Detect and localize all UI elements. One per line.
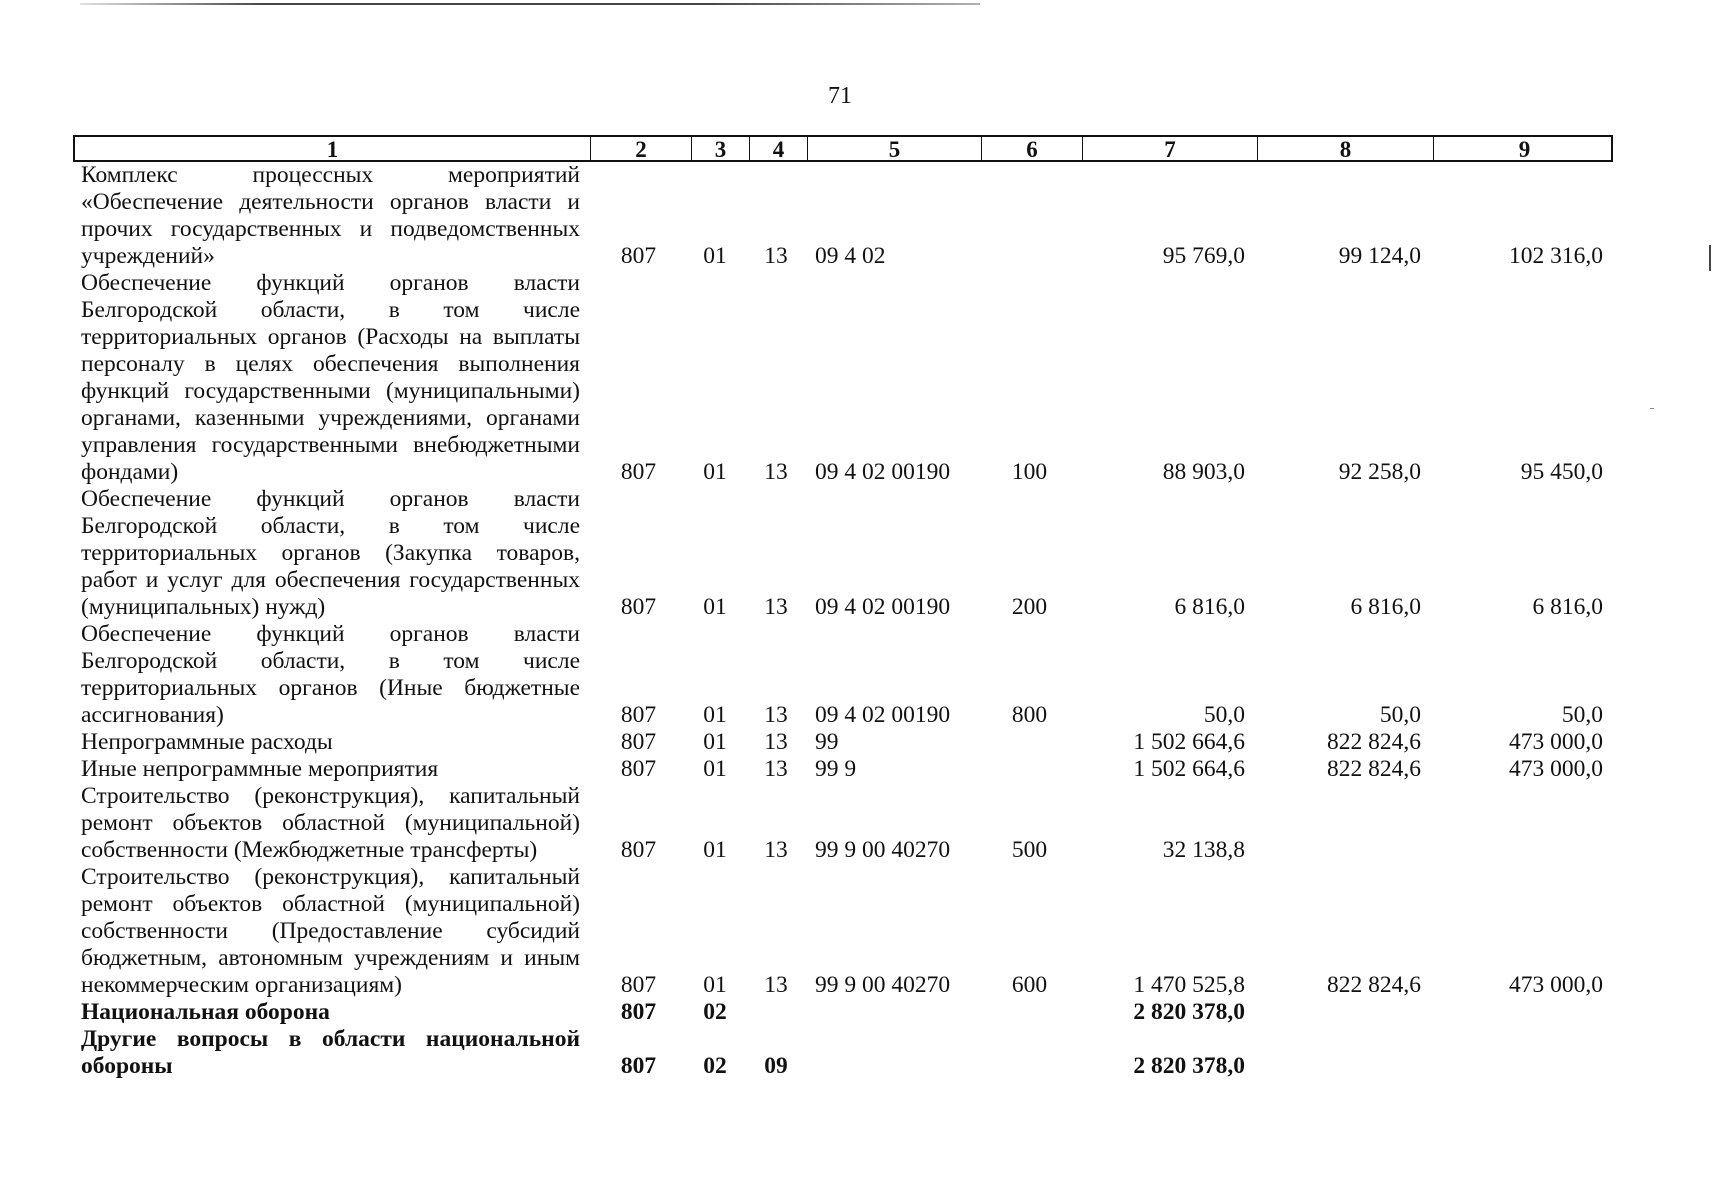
header-cell-5: 5	[807, 137, 981, 162]
row-name: Обеспечение функций органов власти Белгородской области, в том числе территориальных органов (Расходы на выплаты персоналу в целях обеспечения выполнения функций государственными (муниципальными) органами, казенными учреждениями, органами управления государственными внебюджетными фондами)	[81, 270, 580, 485]
table-row	[73, 486, 1613, 621]
row-name: Обеспечение функций органов власти Белгородской области, в том числе территориальных органов (Иные бюджетные ассигнования)	[81, 621, 580, 728]
row-amount-col9: 473 000,0	[1509, 756, 1603, 782]
budget-table	[73, 135, 1613, 1080]
row-name: Комплекс процессных мероприятий «Обеспечение деятельности органов власти и прочих государственных и подведомственных учреждений»	[81, 162, 580, 269]
row-grbs-code: 807	[620, 459, 657, 485]
row-name: Другие вопросы в области национальной обороны	[81, 1026, 580, 1079]
row-amount-col9: 102 316,0	[1509, 243, 1603, 269]
row-target-article: 09 4 02 00190	[815, 459, 951, 485]
row-grbs-code: 807	[620, 594, 657, 620]
row-expense-type: 500	[1011, 837, 1048, 863]
row-section-code: 01	[703, 972, 727, 998]
table-row	[73, 729, 1613, 756]
table-header-row	[73, 135, 1613, 162]
row-section-code: 02	[703, 1053, 727, 1079]
row-name: Строительство (реконструкция), капитальный ремонт объектов областной (муниципальной) собственности (Предоставление субсидий бюджетным, автономным учреждениям и иным некоммерческим организациям)	[81, 864, 580, 998]
row-target-article: 09 4 02 00190	[815, 702, 951, 728]
row-subsection-code: 13	[764, 837, 788, 863]
row-expense-type: 600	[1011, 972, 1048, 998]
row-amount-col8: 92 258,0	[1338, 459, 1421, 485]
row-subsection-code: 13	[764, 243, 788, 269]
row-target-article: 09 4 02 00190	[815, 594, 951, 620]
row-amount-col7: 6 816,0	[1174, 594, 1245, 620]
row-grbs-code: 807	[620, 243, 657, 269]
row-expense-type: 200	[1011, 594, 1048, 620]
row-section-code: 01	[703, 756, 727, 782]
row-amount-col8: 822 824,6	[1327, 756, 1421, 782]
row-amount-col7: 1 502 664,6	[1133, 756, 1245, 782]
row-amount-col9: 95 450,0	[1520, 459, 1603, 485]
row-name: Строительство (реконструкция), капитальный ремонт объектов областной (муниципальной) собственности (Межбюджетные трансферты)	[81, 783, 580, 863]
header-cell-7: 7	[1082, 137, 1257, 162]
row-section-code: 01	[703, 594, 727, 620]
row-amount-col7: 50,0	[1203, 702, 1245, 728]
row-amount-col8: 822 824,6	[1327, 729, 1421, 755]
table-row	[73, 162, 1613, 270]
row-amount-col7: 1 502 664,6	[1133, 729, 1245, 755]
header-cell-1: 1	[326, 137, 339, 162]
row-expense-type: 800	[1011, 702, 1048, 728]
header-cell-3: 3	[691, 137, 749, 162]
row-amount-col9: 473 000,0	[1509, 972, 1603, 998]
row-subsection-code: 13	[764, 702, 788, 728]
table-body	[73, 162, 1613, 1080]
row-grbs-code: 807	[620, 702, 657, 728]
header-cell-8: 8	[1257, 137, 1433, 162]
row-target-article: 99	[815, 729, 839, 755]
row-grbs-code: 807	[620, 1053, 657, 1079]
scan-artifact-right-mark	[1709, 245, 1711, 271]
row-name: Непрограммные расходы	[81, 729, 333, 755]
table-row	[73, 1026, 1613, 1080]
row-name: Иные непрограммные мероприятия	[81, 756, 439, 782]
row-amount-col7: 95 769,0	[1162, 243, 1245, 269]
row-amount-col8: 50,0	[1379, 702, 1421, 728]
table-row	[73, 756, 1613, 783]
row-section-code: 01	[703, 702, 727, 728]
row-amount-col9: 473 000,0	[1509, 729, 1603, 755]
row-target-article: 99 9 00 40270	[815, 837, 951, 863]
row-target-article: 99 9 00 40270	[815, 972, 951, 998]
row-grbs-code: 807	[620, 837, 657, 863]
row-grbs-code: 807	[620, 756, 657, 782]
row-subsection-code: 13	[764, 459, 788, 485]
table-row	[73, 270, 1613, 486]
row-amount-col9: 6 816,0	[1532, 594, 1603, 620]
header-cell-6: 6	[981, 137, 1082, 162]
row-amount-col7: 32 138,8	[1162, 837, 1245, 863]
row-subsection-code: 09	[764, 1053, 788, 1079]
row-subsection-code: 13	[764, 594, 788, 620]
scan-artifact-dot	[1650, 408, 1654, 409]
row-subsection-code: 13	[764, 972, 788, 998]
row-name: Национальная оборона	[81, 999, 330, 1025]
row-amount-col7: 88 903,0	[1162, 459, 1245, 485]
row-amount-col7: 2 820 378,0	[1133, 1053, 1245, 1079]
row-grbs-code: 807	[620, 999, 657, 1025]
row-expense-type: 100	[1011, 459, 1048, 485]
row-grbs-code: 807	[620, 729, 657, 755]
table-row	[73, 864, 1613, 999]
row-amount-col7: 1 470 525,8	[1133, 972, 1245, 998]
header-cell-4: 4	[749, 137, 807, 162]
row-subsection-code: 13	[764, 729, 788, 755]
table-row	[73, 999, 1613, 1026]
row-target-article: 99 9	[815, 756, 857, 782]
scan-artifact-top-rule	[80, 3, 980, 5]
row-amount-col7: 2 820 378,0	[1133, 999, 1245, 1025]
row-amount-col9: 50,0	[1561, 702, 1603, 728]
header-cell-2: 2	[590, 137, 691, 162]
row-amount-col8: 6 816,0	[1350, 594, 1421, 620]
table-row	[73, 621, 1613, 729]
row-subsection-code: 13	[764, 756, 788, 782]
row-amount-col8: 99 124,0	[1338, 243, 1421, 269]
row-section-code: 01	[703, 729, 727, 755]
row-section-code: 01	[703, 243, 727, 269]
page-number: 71	[828, 83, 852, 109]
row-section-code: 01	[703, 459, 727, 485]
row-name: Обеспечение функций органов власти Белгородской области, в том числе территориальных органов (Закупка товаров, работ и услуг для обеспечения государственных (муниципальных) нужд)	[81, 486, 580, 620]
row-amount-col8: 822 824,6	[1327, 972, 1421, 998]
row-section-code: 01	[703, 837, 727, 863]
row-grbs-code: 807	[620, 972, 657, 998]
row-section-code: 02	[703, 999, 727, 1025]
row-target-article: 09 4 02	[815, 243, 886, 269]
header-cell-9: 9	[1433, 137, 1615, 162]
table-row	[73, 783, 1613, 864]
